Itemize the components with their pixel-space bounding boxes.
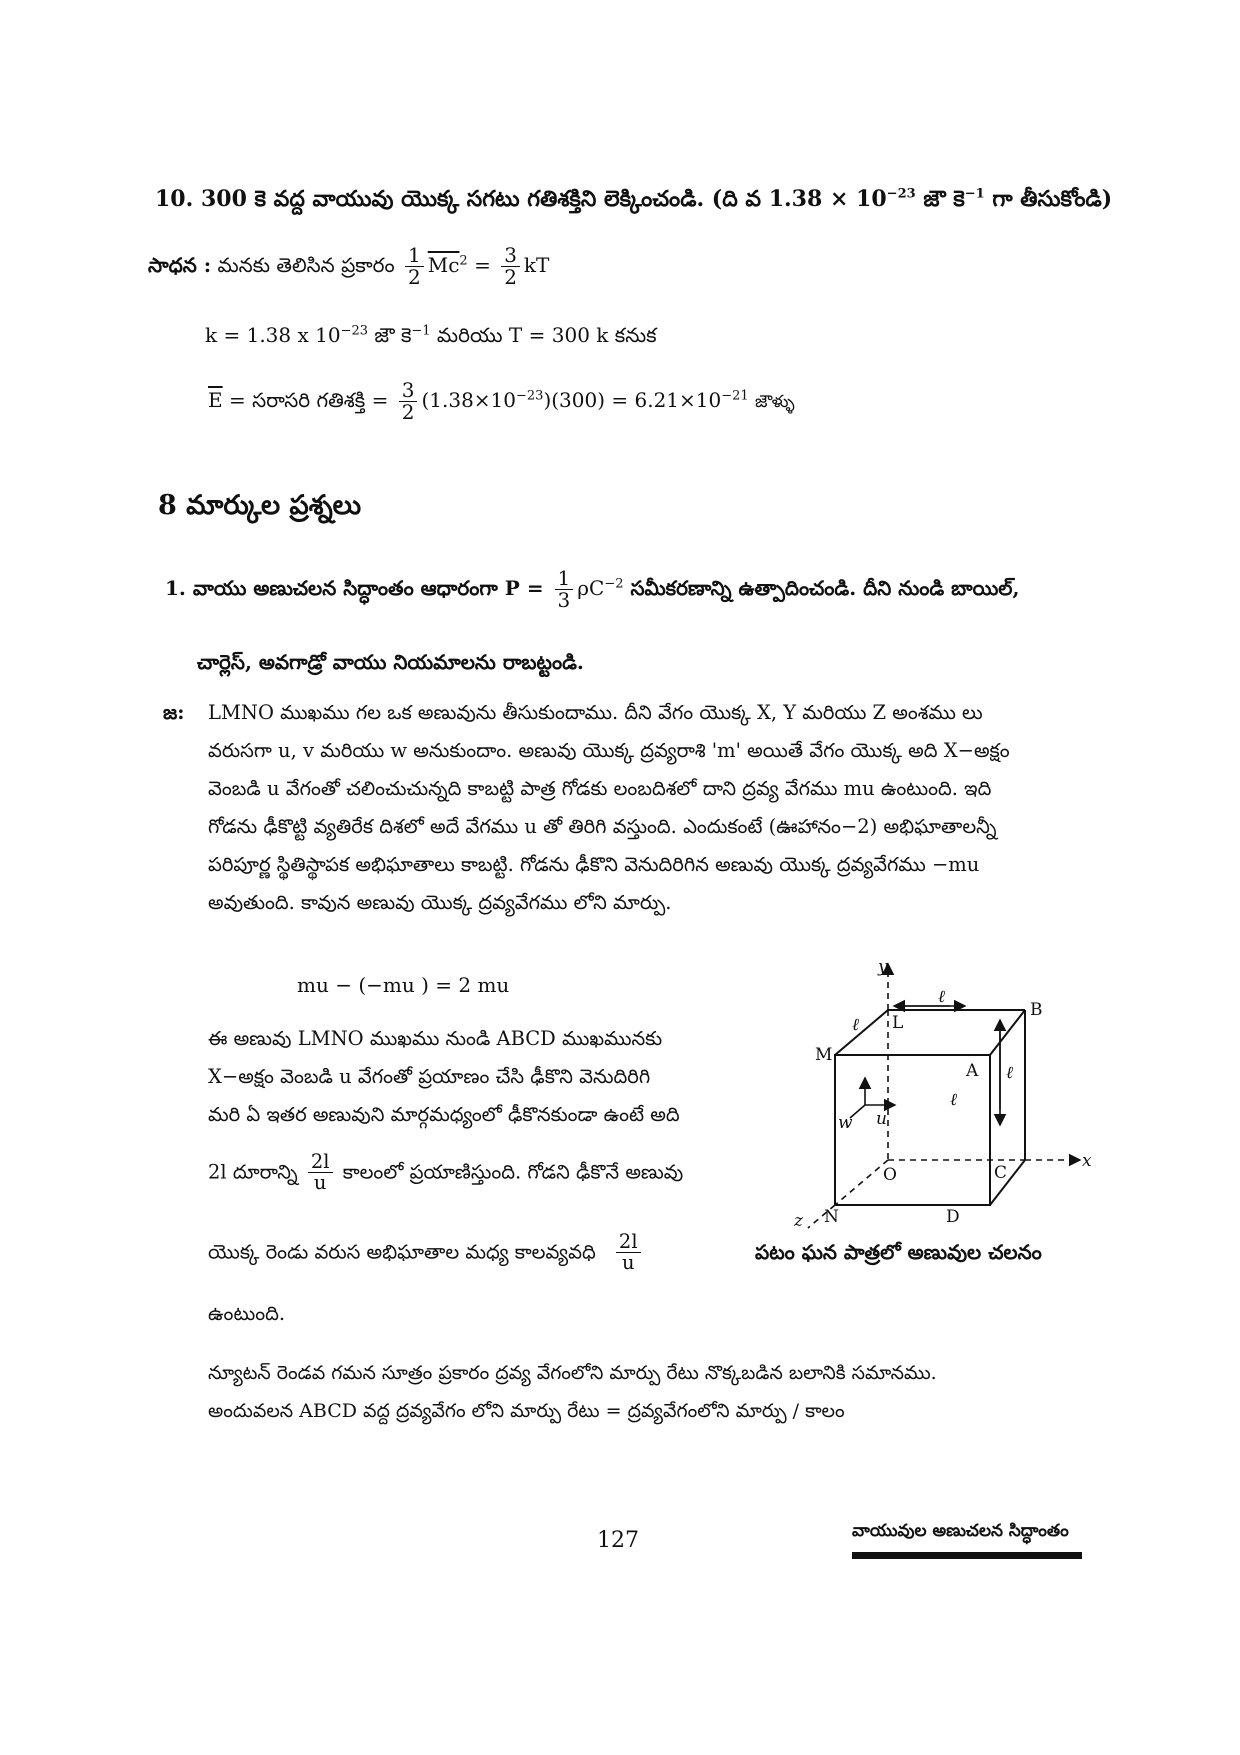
energy-label: = సరాసరి గతిశక్తి = [228,388,389,412]
exponent: −2 [604,576,624,592]
vertex-A: A [966,1061,979,1081]
mc-term: $\overline{Mc}$ [427,253,460,277]
fraction-three-half: $\frac{3}{2}$ [399,380,418,423]
cube-edge [990,1010,1025,1055]
answer-line: వెంబడి u వేగంతో చలించుచున్నది కాబట్టి పాత్ర గోడకు లంబదిశలో దాని ద్రవ్య వేగము mu ఉంటుంది. ఇది [208,777,992,800]
answer-label: జ: [163,701,185,724]
newton-paragraph [208,1354,937,1430]
kt-term: kT [523,253,550,277]
vertex-O: O [883,1165,897,1185]
calc-text: )(300) = 6.21×10 [543,388,722,412]
ell-top: ℓ [938,987,946,1007]
rho-term: ρC [577,576,605,600]
exponent: 2 [459,253,468,269]
z-label: z [794,1211,803,1231]
k-value-line [205,323,657,352]
answer-line: ఈ అణువు LMNO ముఖము నుండి ABCD ముఖమునకు [208,1027,663,1050]
vertex-D: D [946,1207,960,1227]
vertex-C: C [994,1163,1008,1183]
exponent: −21 [721,388,749,404]
fraction-three-half: $\frac{3}{2}$ [501,245,520,288]
section-heading: 8 మార్కుల ప్రశ్నలు [158,490,362,521]
chapter-title: వాయువుల అణుచలన సిద్ధాంతం [852,1521,1069,1541]
y-label: y [878,957,888,977]
answer-line: మరి ఏ ఇతర అణువుని మార్గమధ్యంలో ఢీకొనకుండా ఉంటే అది [208,1103,680,1126]
equals: = [474,253,491,277]
answer-line: ఉంటుంది. [208,1302,286,1325]
answer-line: న్యూటన్ రెండవ గమన సూత్రం ప్రకారం ద్రవ్య వేగంలోని మార్పు రేటు నొక్కబడిన బలానికి సమానము. [208,1362,937,1384]
exponent: −1 [964,186,985,202]
energy-calculation [208,380,795,423]
unit: జౌళ్ళు [755,392,795,412]
answer-line: అందువలన ABCD వద్ద ద్రవ్యవేగం లోని మార్పు రేటు = ద్రవ్యవేగంలోని మార్పు / కాలం [208,1400,845,1422]
ell-side: ℓ [852,1015,860,1035]
exponent: −1 [411,323,431,339]
w-label: w [838,1113,853,1133]
question-text: వాయు అణుచలన సిద్ధాంతం ఆధారంగా P = [192,576,544,600]
hidden-edge [835,1160,888,1205]
solution-formula [148,245,549,288]
x-label: x [1082,1151,1092,1171]
question-1-line2: చార్లెస్, అవగాడ్రో వాయు నియమాలను రాబట్టండి. [197,650,584,674]
ell-right: ℓ [1006,1063,1014,1083]
vertex-L: L [892,1013,904,1033]
ebar: $\overline{E}$ [208,388,223,412]
interval-line [208,1232,645,1274]
exponent: −23 [886,186,916,202]
exponent: −23 [340,323,369,339]
k-text: k = 1.38 x 10 [205,323,341,347]
ell-inner: ℓ [950,1090,958,1110]
answer-paragraph [208,694,1010,922]
exponent: −23 [516,388,544,404]
question-number: 1. [165,576,186,600]
solution-intro: మనకు తెలిసిన ప్రకారం [217,253,395,277]
distance-text: 2l దూరాన్ని [208,1160,298,1184]
answer-line: గోడను ఢీకొట్టి వ్యతిరేక దిశలో అదే వేగము u తో తిరిగి వస్తుంది. ఎందుకంటే (ఊహానం−2) అభిఘాతాలన్నీ [208,815,997,838]
question-text: 300 కె వద్ద వాయువు యొక్క సగటు గతిశక్తిని లెక్కించండి. (ది వ 1.38 × 10 [200,186,887,212]
calc-text: (1.38×10 [421,388,516,412]
fraction-2l-u: $\frac{2l}{u}$ [616,1232,641,1274]
vertex-B: B [1030,1000,1043,1020]
fraction-one-third: $\frac{1}{3}$ [555,568,574,611]
fraction-half: $\frac{1}{2}$ [405,245,424,288]
distance-line [208,1152,683,1194]
fraction-2l-u: $\frac{2l}{u}$ [308,1152,333,1194]
answer-line: అవుతుంది. కావున అణువు యొక్క ద్రవ్యవేగము లోని మార్పు. [208,891,672,914]
k-text: జౌ కె [368,323,412,347]
question-1 [165,568,1019,611]
vertex-N: N [824,1207,839,1227]
cube-diagram [780,957,1092,1231]
question-10 [155,186,1112,217]
solution-label: సాధన : [148,253,212,277]
cube-edge [835,1010,888,1055]
u-label: u [876,1109,887,1129]
answer-line: X−అక్షం వెంబడి u వేగంతో ప్రయాణం చేసి ఢీకొని వెనుదిరిగి [208,1065,651,1088]
k-text: మరియు T = 300 k కనుక [430,323,657,347]
vertex-M: M [815,1045,833,1065]
answer-line: వరుసగా u, v మరియు w అనుకుందాం. అణువు యొక్క ద్రవ్యరాశి 'm' అయితే వేగం యొక్క అది X−అక్షం [208,739,1010,762]
momentum-equation: mu − (−mu ) = 2 mu [297,973,510,997]
footer-rule [852,1552,1082,1559]
figure-caption: పటం ఘన పాత్రలో అణువుల చలనం [755,1240,1042,1264]
distance-text: కాలంలో ప్రయాణిస్తుంది. గోడని ఢీకొనే అణువు [342,1160,684,1184]
question-text: గా తీసుకోండి) [984,186,1113,212]
question-number: 10. [155,186,194,212]
answer-line: LMNO ముఖము గల ఒక అణువును తీసుకుందాము. దీని వేగం యొక్క X, Y మరియు Z అంశము లు [208,701,983,724]
page-number: 127 [597,1528,639,1553]
question-text: జౌ కె [915,186,965,212]
answer-line: పరిపూర్ణ స్థితిస్థాపక అభిఘాతాలు కాబట్టి. గోడను ఢీకొని వెనుదిరిగిన అణువు యొక్క ద్రవ్యవేగము −mu [208,853,980,876]
left-column-text [208,1020,680,1134]
interval-text: యొక్క రెండు వరుస అభిఘాతాల మధ్య కాలవ్యవధి [208,1240,596,1264]
question-text: సమీకరణాన్ని ఉత్పాదించండి. దీని నుండి బాయిల్, [630,576,1020,600]
